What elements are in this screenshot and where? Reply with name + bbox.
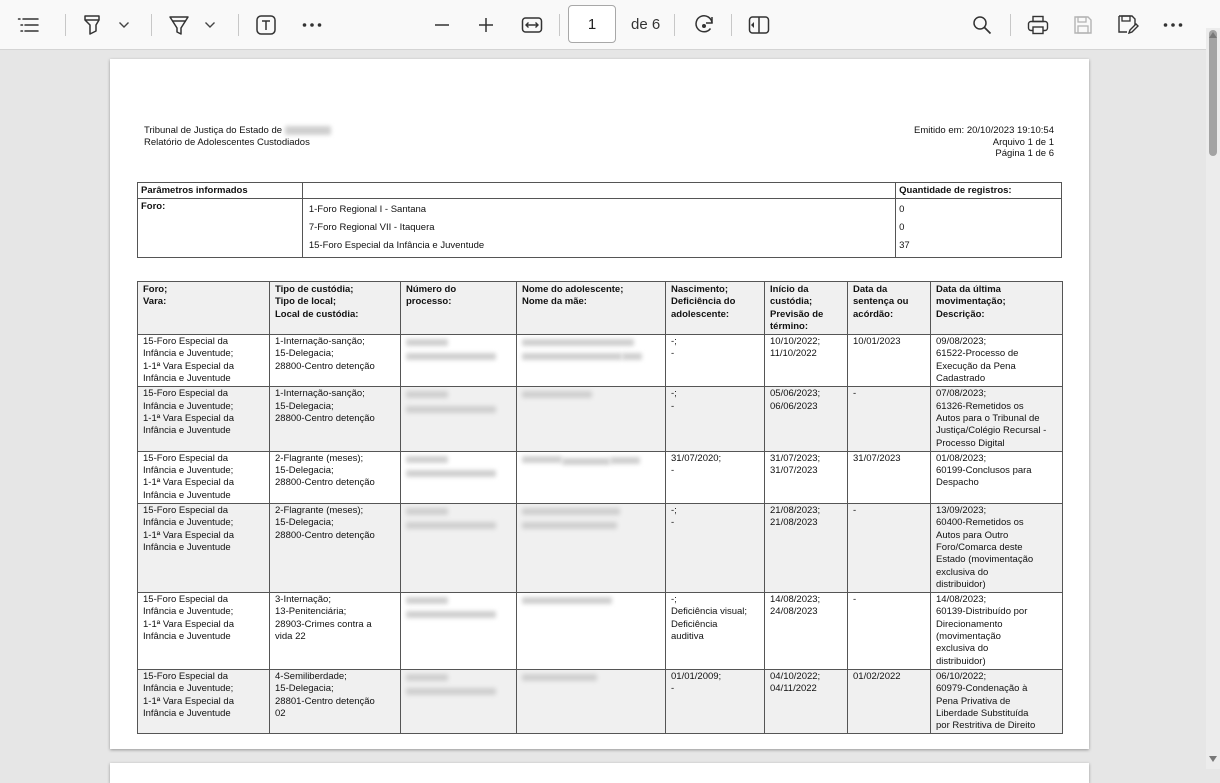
- cell-movimentacao: 09/08/2023; 61522-Processo de Execução da Pena Cadastrado: [931, 335, 1063, 387]
- cell-sentenca: 10/01/2023: [848, 335, 931, 387]
- col-header: Foro; Vara:: [138, 282, 270, 335]
- cell-processo: [401, 504, 517, 593]
- scroll-down-arrow-icon[interactable]: [1209, 756, 1217, 762]
- redacted-text: [522, 391, 592, 398]
- param-foro-item: 7-Foro Regional VII - Itaquera: [308, 222, 435, 233]
- highlight-icon[interactable]: [78, 8, 106, 42]
- cell-processo: [401, 593, 517, 670]
- contents-icon[interactable]: [14, 8, 42, 42]
- redacted-text: [406, 406, 496, 413]
- cell-movimentacao: 07/08/2023; 61326-Remetidos os Autos para o Tribunal de Justiça/Colégio Recursal - Processo Digital: [931, 387, 1063, 451]
- custody-table: [137, 281, 1063, 734]
- cell-nome: [517, 504, 666, 593]
- pdf-toolbar: [0, 0, 1220, 50]
- col-header: Data da última movimentação; Descrição:: [931, 282, 1063, 335]
- col-header: Número do processo:: [401, 282, 517, 335]
- zoom-in-icon[interactable]: [472, 8, 500, 42]
- redacted-text: [522, 339, 634, 346]
- cell-movimentacao: 13/09/2023; 60400-Remetidos os Autos para Outro Foro/Comarca deste Estado (movimentação exclusiva do distribuidor): [931, 504, 1063, 593]
- cell-foro: 15-Foro Especial da Infância e Juventude; 1-1ª Vara Especial da Infância e Juventude: [138, 451, 270, 503]
- report-header-left: [144, 125, 331, 148]
- param-foro-item: 1-Foro Regional I - Santana: [308, 204, 427, 215]
- cell-nome: [517, 593, 666, 670]
- params-header-empty: [302, 183, 895, 199]
- cell-inicio: 31/07/2023; 31/07/2023: [765, 451, 848, 503]
- page-count: Página 1 de 6: [995, 148, 1054, 159]
- param-count-item: 0: [899, 204, 905, 215]
- cell-nome: [517, 669, 666, 733]
- redacted-text: [285, 126, 331, 135]
- cell-tipo: 1-Internação-sanção; 15-Delegacia; 28800-Centro detenção: [270, 335, 401, 387]
- redacted-text: [406, 391, 448, 398]
- params-count-list: [896, 199, 1062, 258]
- report-header-right: [914, 125, 1054, 160]
- table-row: [138, 335, 1063, 387]
- print-icon[interactable]: [1024, 8, 1052, 42]
- cell-foro: 15-Foro Especial da Infância e Juventude; 1-1ª Vara Especial da Infância e Juventude: [138, 669, 270, 733]
- rotate-icon[interactable]: [689, 8, 719, 42]
- cell-tipo: 1-Internação-sanção; 15-Delegacia; 28800-Centro detenção: [270, 387, 401, 451]
- table-row: [138, 451, 1063, 503]
- cell-foro: 15-Foro Especial da Infância e Juventude; 1-1ª Vara Especial da Infância e Juventude: [138, 387, 270, 451]
- redacted-text: [522, 674, 597, 681]
- redacted-text: [522, 456, 562, 463]
- toolbar-separator: [731, 14, 732, 36]
- redacted-text: [622, 353, 642, 360]
- toolbar-separator: [151, 14, 152, 36]
- zoom-out-icon[interactable]: [428, 8, 456, 42]
- page-number-input[interactable]: 1: [568, 5, 616, 43]
- redacted-text: [406, 522, 496, 529]
- params-foro-label: Foro:: [138, 199, 303, 258]
- cell-processo: [401, 669, 517, 733]
- col-header: Nome do adolescente; Nome da mãe:: [517, 282, 666, 335]
- cell-nome: [517, 335, 666, 387]
- cell-nascimento: 31/07/2020; -: [666, 451, 765, 503]
- cell-processo: [401, 335, 517, 387]
- cell-inicio: 10/10/2022; 11/10/2022: [765, 335, 848, 387]
- cell-sentenca: -: [848, 593, 931, 670]
- cell-nascimento: -; Deficiência visual; Deficiência auditiva: [666, 593, 765, 670]
- cell-tipo: 4-Semiliberdade; 15-Delegacia; 28801-Centro detenção 02: [270, 669, 401, 733]
- redacted-text: [610, 457, 640, 464]
- redacted-text: [406, 470, 496, 477]
- redacted-text: [522, 508, 620, 515]
- issued-at: Emitido em: 20/10/2023 19:10:54: [914, 125, 1054, 136]
- redacted-text: [406, 597, 448, 604]
- save-icon[interactable]: [1069, 8, 1097, 42]
- cell-foro: 15-Foro Especial da Infância e Juventude; 1-1ª Vara Especial da Infância e Juventude: [138, 593, 270, 670]
- table-row: [138, 387, 1063, 451]
- redacted-text: [522, 597, 612, 604]
- cell-tipo: 2-Flagrante (meses); 15-Delegacia; 28800-Centro detenção: [270, 451, 401, 503]
- cell-foro: 15-Foro Especial da Infância e Juventude; 1-1ª Vara Especial da Infância e Juventude: [138, 335, 270, 387]
- parameters-table: [137, 182, 1062, 258]
- redacted-text: [562, 458, 610, 465]
- cell-processo: [401, 387, 517, 451]
- vertical-scrollbar[interactable]: [1206, 28, 1220, 769]
- chevron-down-icon[interactable]: [114, 8, 134, 42]
- pdf-page-1: [110, 59, 1089, 749]
- cell-tipo: 3-Internação; 13-Penitenciária; 28903-Crimes contra a vida 22: [270, 593, 401, 670]
- toolbar-separator: [559, 14, 560, 36]
- search-icon[interactable]: [968, 8, 996, 42]
- redacted-text: [406, 456, 448, 463]
- table-row: [138, 593, 1063, 670]
- param-count-item: 37: [899, 240, 910, 251]
- cell-movimentacao: 01/08/2023; 60199-Conclusos para Despacho: [931, 451, 1063, 503]
- more-options-icon[interactable]: [1159, 8, 1187, 42]
- table-row: [138, 669, 1063, 733]
- redacted-text: [406, 353, 496, 360]
- param-foro-item: 15-Foro Especial da Infância e Juventude: [308, 240, 485, 251]
- redacted-text: [522, 522, 617, 529]
- params-header: Parâmetros informados: [138, 183, 303, 199]
- toolbar-separator: [65, 14, 66, 36]
- draw-icon[interactable]: [165, 8, 193, 42]
- cell-sentenca: 01/02/2022: [848, 669, 931, 733]
- cell-sentenca: 31/07/2023: [848, 451, 931, 503]
- cell-processo: [401, 451, 517, 503]
- cell-inicio: 04/10/2022; 04/11/2022: [765, 669, 848, 733]
- cell-nome: [517, 451, 666, 503]
- cell-movimentacao: 14/08/2023; 60139-Distribuído por Direcionamento (movimentação exclusiva do distribuidor): [931, 593, 1063, 670]
- cell-foro: 15-Foro Especial da Infância e Juventude; 1-1ª Vara Especial da Infância e Juventude: [138, 504, 270, 593]
- page-view-icon[interactable]: [745, 8, 773, 42]
- cell-nascimento: -; -: [666, 335, 765, 387]
- more-tools-icon[interactable]: [298, 8, 326, 42]
- redacted-text: [406, 508, 448, 515]
- cell-sentenca: -: [848, 504, 931, 593]
- report-title: Relatório de Adolescentes Custodiados: [144, 136, 310, 148]
- table-header-row: [138, 282, 1063, 335]
- toolbar-separator: [238, 14, 239, 36]
- redacted-text: [522, 353, 622, 360]
- cell-movimentacao: 06/10/2022; 60979-Condenação à Pena Privativa de Liberdade Substituída por Restritiva de Direito: [931, 669, 1063, 733]
- param-count-item: 0: [899, 222, 905, 233]
- cell-tipo: 2-Flagrante (meses); 15-Delegacia; 28800-Centro detenção: [270, 504, 401, 593]
- page-count-label: de 6: [631, 16, 661, 33]
- cell-inicio: 05/06/2023; 06/06/2023: [765, 387, 848, 451]
- redacted-text: [406, 688, 496, 695]
- redacted-text: [406, 674, 448, 681]
- scroll-up-arrow-icon[interactable]: [1209, 32, 1217, 38]
- table-row: [138, 504, 1063, 593]
- cell-nome: [517, 387, 666, 451]
- col-header: Início da custódia; Previsão de término:: [765, 282, 848, 335]
- file-count: Arquivo 1 de 1: [992, 136, 1054, 148]
- redacted-text: [406, 339, 448, 346]
- cell-nascimento: -; -: [666, 387, 765, 451]
- pdf-page-2: [110, 763, 1089, 783]
- cell-sentenca: -: [848, 387, 931, 451]
- col-header: Data da sentença ou acórdão:: [848, 282, 931, 335]
- save-as-icon[interactable]: [1114, 8, 1142, 42]
- cell-nascimento: 01/01/2009; -: [666, 669, 765, 733]
- toolbar-separator: [1010, 14, 1011, 36]
- redacted-text: [406, 611, 496, 618]
- toolbar-separator: [674, 14, 675, 36]
- chevron-down-icon[interactable]: [200, 8, 220, 42]
- fit-width-icon[interactable]: [517, 8, 547, 42]
- col-header: Nascimento; Deficiência do adolescente:: [666, 282, 765, 335]
- params-foro-list: [302, 199, 895, 258]
- col-header: Tipo de custódia; Tipo de local; Local de custódia:: [270, 282, 401, 335]
- cell-inicio: 14/08/2023; 24/08/2023: [765, 593, 848, 670]
- cell-inicio: 21/08/2023; 21/08/2023: [765, 504, 848, 593]
- text-box-icon[interactable]: [252, 8, 280, 42]
- cell-nascimento: -; -: [666, 504, 765, 593]
- scrollbar-thumb[interactable]: [1209, 30, 1217, 156]
- params-count-header: Quantidade de registros:: [896, 183, 1062, 199]
- court-name: Tribunal de Justiça do Estado de: [144, 125, 283, 136]
